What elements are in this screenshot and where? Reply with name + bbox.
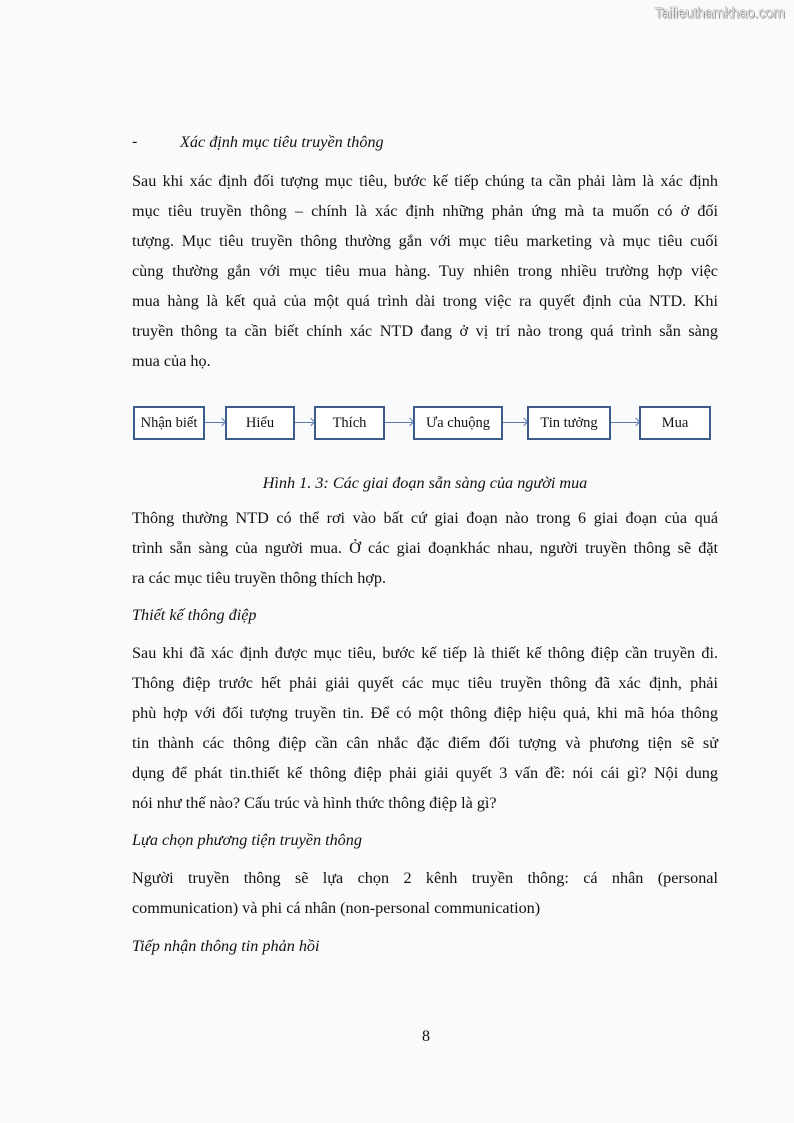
text-line: Thông thường NTD có thể rơi vào bất cứ giai đoạn nào trong 6 giai đoạn của quá	[132, 509, 718, 527]
text-line: tin thành các thông điệp cần cân nhắc đặc điểm đối tượng và phương tiện sẽ sử	[132, 734, 718, 752]
stage-box-knowledge: Hiểu	[225, 406, 295, 440]
section-heading-communication-goals: Xác định mục tiêu truyền thông	[180, 133, 384, 151]
text-line: mua của họ.	[132, 352, 211, 370]
text-line: trình sẵn sàng của người mua. Ở các giai đoạnkhác nhau, người truyền thông sẽ đặt	[132, 539, 718, 557]
text-line: cùng thường gắn với mục tiêu mua hàng. Tuy nhiên trong nhiều trường hợp việc	[132, 262, 718, 280]
stage-box-liking: Thích	[314, 406, 385, 440]
text-line: nói như thế nào? Cấu trúc và hình thức thông điệp là gì?	[132, 794, 497, 812]
section-heading-message-design: Thiết kế thông điệp	[132, 606, 257, 624]
text-line: communication) và phi cá nhân (non-personal communication)	[132, 899, 541, 917]
figure-caption: Hình 1. 3: Các giai đoạn sẵn sàng của người mua	[262, 474, 588, 492]
section-heading-feedback: Tiếp nhận thông tin phản hồi	[132, 937, 320, 955]
text-line: phù hợp với đối tượng truyền tin. Để có một thông điệp hiệu quả, khi mã hóa thông	[132, 704, 718, 722]
text-line: mục tiêu truyền thông – chính là xác định những phản ứng mà ta muốn có ở đối	[132, 202, 718, 220]
arrow-right-icon	[295, 422, 313, 423]
section-heading-media-selection: Lựa chọn phương tiện truyền thông	[132, 831, 362, 849]
bullet-dash: -	[132, 133, 138, 150]
text-line: tượng. Mục tiêu truyền thông thường gắn với mục tiêu marketing và mục tiêu cuối	[132, 232, 718, 250]
text-line: truyền thông ta cần biết chính xác NTD đang ở vị trí nào trong quá trình sẵn sàng	[132, 322, 718, 340]
arrow-right-icon	[205, 422, 224, 423]
text-line: Thông điệp trước hết phải giải quyết các mục tiêu truyền thông đã xác định, phải	[132, 674, 718, 692]
text-line: ra các mục tiêu truyền thông thích hợp.	[132, 569, 386, 587]
page-number: 8	[422, 1028, 430, 1045]
text-line: Người truyền thông sẽ lựa chọn 2 kênh truyền thông: cá nhân (personal	[132, 869, 718, 887]
text-line: Sau khi đã xác định được mục tiêu, bước kế tiếp là thiết kế thông điệp cần truyền đi.	[132, 644, 718, 662]
arrow-right-icon	[385, 422, 412, 423]
stage-box-conviction: Tin tưởng	[527, 406, 611, 440]
text-line: mua hàng là kết quả của một quá trình dài trong việc ra quyết định của NTD. Khi	[132, 292, 718, 310]
stage-box-awareness: Nhận biết	[133, 406, 205, 440]
text-line: dụng để phát tin.thiết kế thông điệp phải giải quyết 3 vấn đề: nói cái gì? Nội dung	[132, 764, 718, 782]
text-line: Sau khi xác định đối tượng mục tiêu, bước kế tiếp chúng ta cần phải làm là xác định	[132, 172, 718, 190]
arrow-right-icon	[611, 422, 638, 423]
watermark: Tailieuthamkhao.com	[654, 6, 785, 22]
stage-box-purchase: Mua	[639, 406, 711, 440]
arrow-right-icon	[503, 422, 526, 423]
stage-box-preference: Ưa chuộng	[413, 406, 503, 440]
